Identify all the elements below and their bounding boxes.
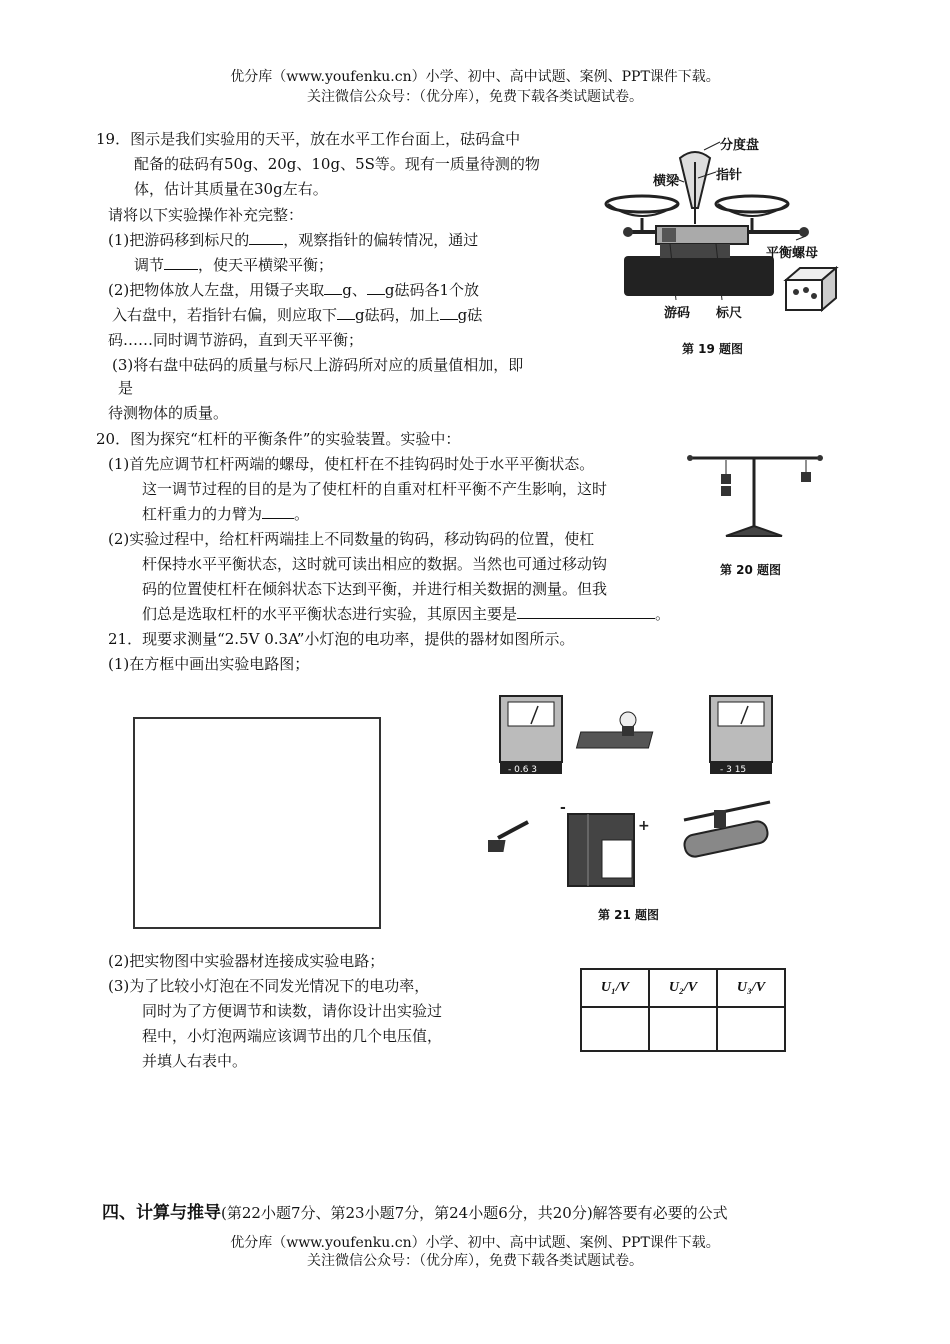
voltmeter-scale: - 3 15 xyxy=(720,765,747,775)
q19-line-5 xyxy=(108,229,478,250)
q21-line-5: 同时为了方便调节和读数，请你设计出实验过 xyxy=(142,1002,443,1020)
blank-mass-1[interactable] xyxy=(324,280,342,295)
voltage-cell-3[interactable] xyxy=(717,1007,785,1051)
fig21-caption: 第 21 题图 xyxy=(598,908,660,922)
fig20-caption: 第 20 题图 xyxy=(720,563,782,577)
q20-line-3: 这一调节过程的目的是为了使杠杆的自重对杠杆平衡不产生影响，这时 xyxy=(142,480,608,498)
q19-line-8 xyxy=(112,304,482,325)
voltage-cell-1[interactable] xyxy=(581,1007,649,1051)
q19-line-12: 待测物体的质量。 xyxy=(108,404,229,422)
section4-heading xyxy=(102,1198,728,1223)
q20-line-4 xyxy=(142,503,309,524)
q19-l8c: g砝 xyxy=(457,306,483,324)
fig19-caption: 第 19 题图 xyxy=(682,342,744,356)
q19-l7b: g、 xyxy=(342,281,367,299)
ammeter-scale: - 0.6 3 xyxy=(508,765,538,775)
q21-line-3: (2)把实物图中实验器材连接成实验电路； xyxy=(108,952,385,970)
q19-l7c: g砝码各1个放 xyxy=(384,281,480,299)
section4-title: 四、计算与推导 xyxy=(102,1203,221,1223)
q19-line-11: 是 xyxy=(118,379,134,397)
q19-line-3: 体，估计其质量在30g左右。 xyxy=(134,180,328,198)
label-dial: 分度盘 xyxy=(720,138,760,153)
lever-stand xyxy=(726,526,782,536)
q21-line-2: (1)在方框中画出实验电路图； xyxy=(108,655,310,673)
rider xyxy=(662,228,676,242)
q19-l6b: ，使天平横梁平衡； xyxy=(198,256,334,274)
q20-line-2: (1)首先应调节杠杆两端的螺母，使杠杆在不挂钩码时处于水平平衡状态。 xyxy=(108,455,595,473)
q21-line-1: 21．现要求测量“2.5V 0.3A”小灯泡的电功率，提供的器材如图所示。 xyxy=(108,630,575,648)
q19-line-7 xyxy=(108,279,479,300)
footer-line-1: 优分库（www.youfenku.cn）小学、初中、高中试题、案例、PPT课件下载。 xyxy=(230,1235,720,1251)
voltage-header-3: U₃/V xyxy=(717,969,785,1007)
label-scale: 标尺 xyxy=(716,306,743,321)
q19-line-6 xyxy=(134,254,333,275)
q20-line-7: 码的位置使杠杆在倾斜状态下达到平衡，并进行相关数据的测量。但我 xyxy=(142,580,608,598)
q20-l8a: 们总是选取杠杆的水平平衡状态进行实验，其原因主要是 xyxy=(142,605,518,623)
voltage-cell-2[interactable] xyxy=(649,1007,717,1051)
q21-line-4: (3)为了比较小灯泡在不同发光情况下的电功率， xyxy=(108,977,430,995)
q20-l4b: 。 xyxy=(294,505,310,523)
voltage-header-2: U₂/V xyxy=(649,969,717,1007)
q20-line-5: (2)实验过程中，给杠杆两端挂上不同数量的钩码，移动钩码的位置，使杠 xyxy=(108,530,595,548)
q19-l8a: 入右盘中，若指针右偏，则应取下 xyxy=(112,306,338,324)
q19-line-10: (3)将右盘中砝码的质量与标尺上游码所对应的质量值相加，即 xyxy=(112,356,524,374)
blank-adjust[interactable] xyxy=(164,255,198,270)
q19-l7a: (2)把物体放人左盘，用镊子夹取 xyxy=(108,281,325,299)
q19-line-4: 请将以下实验操作补充完整： xyxy=(108,206,304,224)
switch xyxy=(488,822,528,852)
equipment-figure xyxy=(488,690,788,900)
q21-line-7: 并填人右表中。 xyxy=(142,1052,248,1070)
svg-text:-: - xyxy=(560,800,566,816)
svg-text:+: + xyxy=(638,818,650,834)
blank-reason[interactable] xyxy=(517,604,655,619)
circuit-drawing-box[interactable] xyxy=(133,717,381,929)
q19-l5b: ，观察指针的偏转情况，通过 xyxy=(283,231,479,249)
label-rider: 游码 xyxy=(664,306,691,321)
q19-l8b: g砝码，加上 xyxy=(355,306,440,324)
section4-note: (第22小题7分、第23小题7分，第24小题6分，共20分)解答要有必要的公式 xyxy=(221,1204,728,1222)
lamp-holder xyxy=(576,712,652,748)
q20-line-1: 20．图为探究“杠杆的平衡条件”的实验装置。实验中： xyxy=(96,430,461,448)
q19-line-2: 配备的砝码有50g、20g、10g、5S等。现有一质量待测的物 xyxy=(134,155,540,173)
q19-l6a: 调节 xyxy=(134,256,165,274)
blank-scale-position[interactable] xyxy=(249,230,283,245)
q20-line-6: 杆保持水平平衡状态，这时就可读出相应的数据。当然也可通过移动钩 xyxy=(142,555,608,573)
q19-l5a: (1)把游码移到标尺的 xyxy=(108,231,250,249)
label-nut: 平衡螺母 xyxy=(766,246,819,261)
label-beam: 横梁 xyxy=(653,174,680,189)
ammeter xyxy=(500,696,562,774)
voltage-header-1: U₁/V xyxy=(581,969,649,1007)
base xyxy=(624,256,774,296)
voltmeter xyxy=(710,696,772,774)
q19-line-9: 码……同时调节游码，直到天平平衡； xyxy=(108,331,364,349)
blank-mass-3[interactable] xyxy=(337,305,355,320)
battery xyxy=(560,800,650,886)
blank-mass-4[interactable] xyxy=(440,305,458,320)
label-pointer: 指针 xyxy=(716,168,743,183)
q20-l4a: 杠杆重力的力臂为 xyxy=(142,505,263,523)
q20-line-8 xyxy=(142,603,670,624)
voltage-table xyxy=(580,968,786,1052)
q19-line-1: 19．图示是我们实验用的天平，放在水平工作台面上，砝码盒中 xyxy=(96,130,521,148)
header-line-1: 优分库（www.youfenku.cn）小学、初中、高中试题、案例、PPT课件下载。 xyxy=(230,69,720,85)
rheostat xyxy=(683,802,770,858)
lever-figure xyxy=(686,440,826,550)
footer-line-2: 关注微信公众号：（优分库），免费下载各类试题试卷。 xyxy=(307,1253,643,1269)
blank-mass-2[interactable] xyxy=(367,280,385,295)
header-line-2: 关注微信公众号：（优分库），免费下载各类试题试卷。 xyxy=(307,89,643,105)
blank-lever-arm[interactable] xyxy=(262,504,294,519)
q20-l8b: 。 xyxy=(655,605,671,623)
q21-line-6: 程中，小灯泡两端应该调节出的几个电压值， xyxy=(142,1027,443,1045)
